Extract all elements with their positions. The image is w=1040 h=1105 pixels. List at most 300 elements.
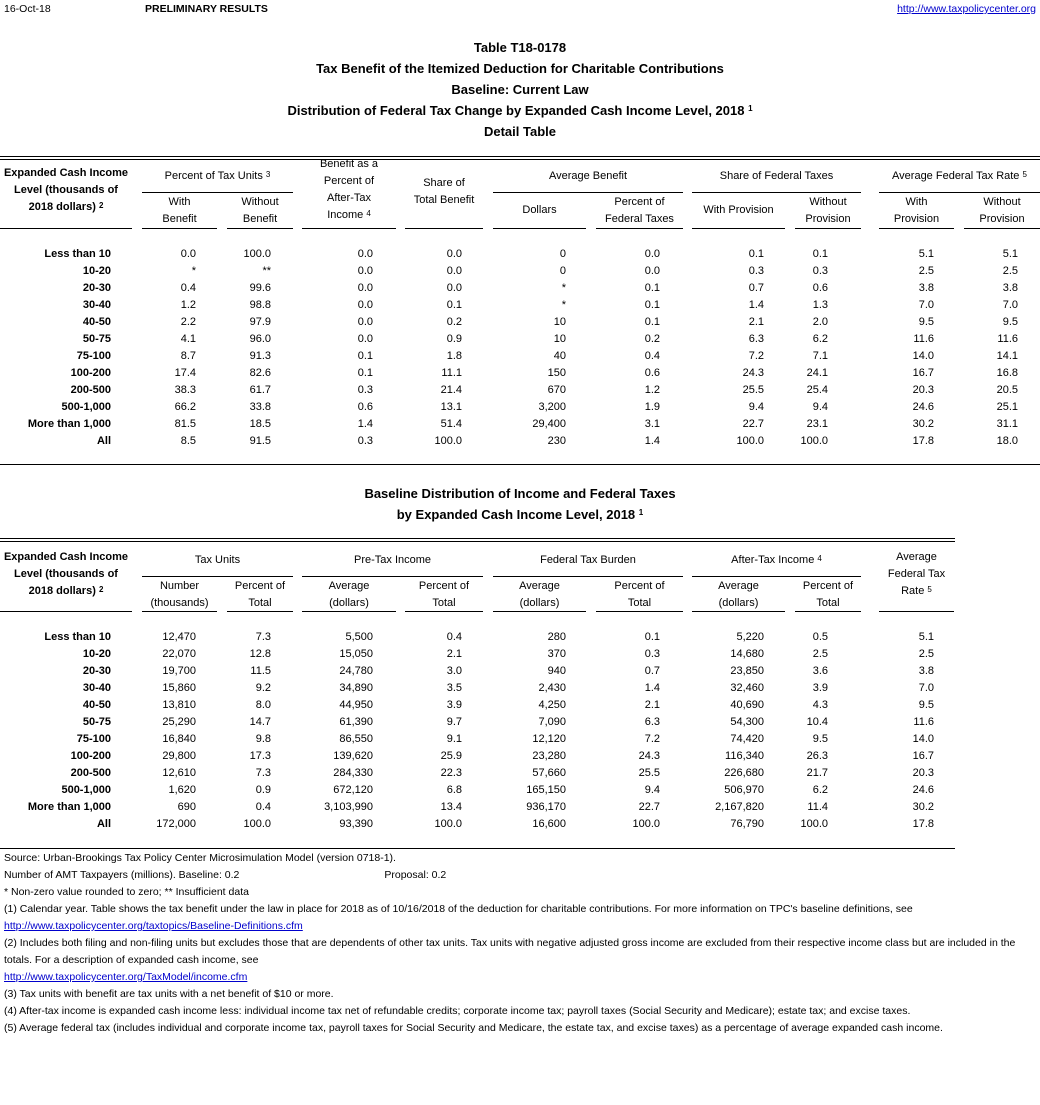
table-cell: 0.6: [812, 282, 828, 294]
row-label: More than 1,000: [27, 801, 111, 813]
pct-fed-taxes-header: Percent of Federal Taxes: [605, 196, 674, 225]
table-cell: 100.0: [736, 435, 764, 447]
table-cell: 7.0: [1002, 299, 1018, 311]
table-cell: 14.7: [249, 716, 271, 728]
table-cell: 3.8: [1002, 282, 1018, 294]
row-label: 200-500: [70, 767, 111, 779]
table-cell: 3.5: [446, 682, 462, 694]
table-cell: 940: [547, 665, 566, 677]
table-cell: 0.0: [357, 316, 373, 328]
table-cell: 25.9: [440, 750, 462, 762]
table-cell: 5,220: [736, 631, 764, 643]
avg-dollars-header-2: Average (dollars): [519, 580, 560, 609]
table-cell: 936,170: [526, 801, 566, 813]
table-cell: 18.0: [996, 435, 1018, 447]
table-cell: 23.1: [806, 418, 828, 430]
table-cell: 9.5: [812, 733, 828, 745]
without-benefit-header: Without Benefit: [241, 196, 279, 225]
table-cell: 17.8: [912, 818, 934, 830]
table-cell: 11.6: [997, 333, 1018, 345]
table-cell: 23,850: [730, 665, 764, 677]
table-cell: 9.4: [748, 401, 764, 413]
table-cell: 3.8: [918, 282, 934, 294]
table-cell: 96.0: [249, 333, 271, 345]
amt-note: Number of AMT Taxpayers (millions). Baseline: 0.2 Proposal: 0.2: [4, 869, 447, 881]
table-cell: 13.4: [440, 801, 462, 813]
table-cell: 7.0: [918, 682, 934, 694]
table-cell: 0.1: [644, 299, 660, 311]
table-cell: 0.0: [644, 248, 660, 260]
table-id: Table T18-0178: [473, 40, 567, 55]
row-label: Less than 10: [44, 631, 111, 643]
table-cell: 0.6: [357, 401, 373, 413]
row-label: 40-50: [82, 699, 111, 711]
row-label: All: [96, 435, 111, 447]
table-cell: 24.1: [806, 367, 828, 379]
table-cell: 32,460: [730, 682, 764, 694]
table-cell: 2.1: [446, 648, 462, 660]
tpc-link[interactable]: http://www.taxpolicycenter.org: [897, 3, 1036, 15]
table-cell: 3.6: [812, 665, 828, 677]
table-cell: 0.4: [446, 631, 462, 643]
without-provision-header: Without Provision: [805, 196, 851, 225]
table-cell: 165,150: [526, 784, 566, 796]
table-cell: 16.8: [996, 367, 1018, 379]
asterisk-note: * Non-zero value rounded to zero; ** Insufficient data: [4, 886, 249, 898]
table-cell: 1.3: [812, 299, 828, 311]
table-cell: 0.2: [446, 316, 462, 328]
table-cell: 2.5: [918, 265, 934, 277]
table-cell: 1.9: [644, 401, 660, 413]
table-cell: 20.5: [996, 384, 1018, 396]
table-cell: 672,120: [333, 784, 373, 796]
row-label: 20-30: [82, 282, 111, 294]
table2-top-border: [0, 538, 955, 542]
table-cell: 22,070: [162, 648, 196, 660]
table-cell: 25.5: [742, 384, 764, 396]
table-cell: 2.5: [918, 648, 934, 660]
dollars-header: Dollars: [522, 204, 557, 216]
row-label: 40-50: [82, 316, 111, 328]
table-cell: 3.0: [446, 665, 462, 677]
table-cell: 9.1: [446, 733, 462, 745]
row-label: 50-75: [82, 716, 111, 728]
table-cell: 0.0: [446, 265, 462, 277]
table-cell: 9.2: [255, 682, 271, 694]
table-cell: 38.3: [174, 384, 196, 396]
tax-units-header: Tax Units: [194, 554, 241, 566]
benefit-pct-ati-header: Benefit as a Percent of After-Tax Income $^4$: [319, 158, 379, 221]
table-cell: 226,680: [724, 767, 764, 779]
table-cell: *: [191, 265, 196, 277]
table-cell: 5.1: [918, 248, 934, 260]
table-cell: 0.1: [644, 282, 660, 294]
table-cell: 74,420: [730, 733, 764, 745]
table-cell: 100.0: [243, 248, 271, 260]
table-cell: 0.0: [357, 248, 373, 260]
table-cell: 6.2: [812, 784, 828, 796]
row-label: 100-200: [70, 367, 111, 379]
table-cell: 150: [547, 367, 566, 379]
row-label: 75-100: [76, 733, 111, 745]
table-cell: 10: [553, 316, 566, 328]
row-label: 30-40: [82, 682, 111, 694]
detail-title: Detail Table: [483, 124, 556, 139]
table-cell: 97.9: [249, 316, 271, 328]
table-cell: 1.2: [644, 384, 660, 396]
table-cell: 33.8: [249, 401, 271, 413]
footnote-2: (2) Includes both filing and non-filing units but excludes those that are dependents of other tax units. Tax units with negative adjusted gross income are excluded from their respective income class but are included in the totals. For a description of expanded cash income, see: [4, 937, 1016, 966]
table-cell: 9.5: [918, 316, 934, 328]
table-cell: 100.0: [632, 818, 660, 830]
table-cell: 29,800: [162, 750, 196, 762]
table-cell: 2.5: [812, 648, 828, 660]
table-cell: 5,500: [345, 631, 373, 643]
table-cell: 1.4: [644, 435, 660, 447]
table-cell: 0.0: [357, 333, 373, 345]
table-cell: 0.1: [812, 248, 828, 260]
number-header: Number (thousands): [150, 580, 209, 609]
fed-tax-burden-header: Federal Tax Burden: [540, 554, 636, 566]
pct-total-header-4: Percent of Total: [802, 580, 854, 609]
avg-benefit-header: Average Benefit: [548, 170, 628, 182]
table-cell: 24.6: [912, 401, 934, 413]
table-cell: 16.7: [912, 750, 934, 762]
table-cell: 3.8: [918, 665, 934, 677]
income-level-header-2: Expanded Cash Income Level (thousands of 2018 dollars) $^2$: [3, 551, 129, 597]
table-cell: 61.7: [249, 384, 271, 396]
table-cell: 76,790: [730, 818, 764, 830]
table-cell: 17.3: [249, 750, 271, 762]
table-cell: 1.2: [180, 299, 196, 311]
table-cell: 2.1: [748, 316, 764, 328]
table-cell: 22.7: [638, 801, 660, 813]
table-cell: 4,250: [538, 699, 566, 711]
table-cell: 2.2: [180, 316, 196, 328]
table-cell: 8.7: [180, 350, 196, 362]
row-label: 500-1,000: [61, 784, 111, 796]
table-cell: 20.3: [912, 767, 934, 779]
table-cell: 0.1: [446, 299, 462, 311]
table-cell: 61,390: [339, 716, 373, 728]
table-cell: 0.3: [812, 265, 828, 277]
table-cell: 23,280: [532, 750, 566, 762]
table-cell: 11.1: [441, 367, 462, 379]
table-cell: 6.3: [748, 333, 764, 345]
avg-dollars-header-1: Average (dollars): [328, 580, 370, 609]
distribution-title: Distribution of Federal Tax Change by Expanded Cash Income Level, 2018 $^1$: [287, 103, 753, 118]
page-header: [0, 3, 1040, 19]
footnotes: [4, 850, 1036, 1037]
table-cell: 139,620: [333, 750, 373, 762]
table-cell: 26.3: [806, 750, 828, 762]
table-cell: 98.8: [249, 299, 271, 311]
table-cell: 2.1: [644, 699, 660, 711]
report-date: 16-Oct-18: [4, 3, 51, 15]
table-cell: 57,660: [532, 767, 566, 779]
footnote-5: (5) Average federal tax (includes individual and corporate income tax, payroll taxes for Social Security and Medicare, the estate tax, and excise taxes) as a percentage of average expanded cash income.: [4, 1022, 943, 1034]
table-cell: 20.3: [912, 384, 934, 396]
table-cell: 2.5: [1002, 265, 1018, 277]
table-cell: 7.3: [255, 767, 271, 779]
table-cell: 690: [177, 801, 196, 813]
table-cell: 0.9: [255, 784, 271, 796]
table-cell: 116,340: [725, 750, 764, 762]
table-cell: 82.6: [249, 367, 271, 379]
table-cell: 5.1: [1002, 248, 1018, 260]
footnote-1: (1) Calendar year. Table shows the tax benefit under the law in place for 2018 as of 10/16/2018 of the deduction for charitable contributions. For more information on TPC's baseline definitions, see: [4, 903, 913, 915]
table-cell: 100.0: [243, 818, 271, 830]
with-provision-header: With Provision: [703, 204, 774, 216]
table-cell: 21.4: [440, 384, 462, 396]
table-cell: 3.9: [812, 682, 828, 694]
table-cell: 2,167,820: [715, 801, 764, 813]
table-cell: 100.0: [434, 818, 462, 830]
footnote-4: (4) After-tax income is expanded cash income less: individual income tax net of refundable credits; corporate income tax; payroll taxes (Social Security and Medicare); estate tax; and excise taxes.: [4, 1005, 911, 1017]
table-cell: 0.2: [644, 333, 660, 345]
table-cell: 9.8: [255, 733, 271, 745]
table-cell: 16.7: [912, 367, 934, 379]
footnote-3: (3) Tax units with benefit are tax units with a net benefit of $10 or more.: [4, 988, 334, 1000]
row-label: 10-20: [82, 265, 111, 277]
table-cell: 16,840: [162, 733, 196, 745]
row-label: 500-1,000: [61, 401, 111, 413]
table-cell: 81.5: [174, 418, 196, 430]
table-cell: 506,970: [724, 784, 764, 796]
income-level-header: Expanded Cash Income Level (thousands of 2018 dollars) $^2$: [3, 167, 129, 213]
table-cell: 19,700: [162, 665, 196, 677]
table-cell: 54,300: [730, 716, 764, 728]
table-cell: 15,050: [339, 648, 373, 660]
table-cell: 21.7: [806, 767, 828, 779]
table-cell: 7.0: [918, 299, 934, 311]
table-cell: 670: [547, 384, 566, 396]
table-cell: 9.5: [918, 699, 934, 711]
table-cell: 91.5: [249, 435, 271, 447]
table-cell: 1.4: [644, 682, 660, 694]
table-cell: 40: [553, 350, 566, 362]
table-cell: *: [561, 282, 566, 294]
table-cell: 0.0: [446, 282, 462, 294]
row-label: Less than 10: [44, 248, 111, 260]
table-cell: 0.1: [644, 631, 660, 643]
table-cell: 4.3: [812, 699, 828, 711]
table-cell: 24.3: [742, 367, 764, 379]
table-cell: 9.5: [1002, 316, 1018, 328]
table-cell: 0.7: [748, 282, 764, 294]
table-cell: 6.2: [812, 333, 828, 345]
table-cell: 86,550: [339, 733, 373, 745]
table-cell: 12,610: [162, 767, 196, 779]
table-cell: 3.1: [644, 418, 660, 430]
baseline-section-title: Baseline Distribution of Income and Federal Taxes by Expanded Cash Income Level, 2018 $^1$: [364, 486, 676, 522]
table-cell: 8.5: [180, 435, 196, 447]
table-cell: 14.0: [912, 733, 934, 745]
table-cell: 0.4: [255, 801, 271, 813]
row-label: 20-30: [82, 665, 111, 677]
row-label: 10-20: [82, 648, 111, 660]
table-cell: 1.4: [357, 418, 373, 430]
table-cell: 14.1: [996, 350, 1018, 362]
table-cell: 29,400: [532, 418, 566, 430]
table-cell: 17.8: [912, 435, 934, 447]
table-cell: 7.2: [748, 350, 764, 362]
table-cell: 0: [559, 265, 566, 277]
table-cell: 7.1: [812, 350, 828, 362]
pretax-income-header: Pre-Tax Income: [353, 554, 432, 566]
table-cell: 1,620: [168, 784, 196, 796]
table-cell: 1.8: [446, 350, 462, 362]
row-label: More than 1,000: [27, 418, 111, 430]
table-title: Tax Benefit of the Itemized Deduction for Charitable Contributions: [316, 61, 724, 76]
table-titles: [0, 37, 1040, 142]
baseline-title: Baseline: Current Law: [451, 82, 589, 97]
table-cell: *: [561, 299, 566, 311]
table-cell: 0.6: [644, 367, 660, 379]
share-total-benefit-header: Share of Total Benefit: [413, 177, 475, 206]
table-cell: 0.0: [357, 282, 373, 294]
source-note: Source: Urban-Brookings Tax Policy Center Microsimulation Model (version 0718-1).: [4, 852, 396, 864]
with-benefit-header: With Benefit: [162, 196, 197, 225]
table-cell: 284,330: [333, 767, 373, 779]
table-cell: 4.1: [180, 333, 196, 345]
table-cell: 44,950: [339, 699, 373, 711]
table-cell: 2.0: [812, 316, 828, 328]
row-label: 75-100: [76, 350, 111, 362]
table-cell: 0.0: [644, 265, 660, 277]
table-cell: 0.3: [748, 265, 764, 277]
table-cell: 3,103,990: [324, 801, 373, 813]
table-cell: 93,390: [339, 818, 373, 830]
table-cell: 280: [547, 631, 566, 643]
pct-total-header-3: Percent of Total: [614, 580, 665, 609]
status-label: PRELIMINARY RESULTS: [145, 3, 268, 15]
table-cell: 25.4: [806, 384, 828, 396]
table-cell: **: [262, 265, 271, 277]
table-cell: 0.0: [357, 265, 373, 277]
table-cell: 30.2: [912, 801, 934, 813]
row-label: 30-40: [82, 299, 111, 311]
table-cell: 25.1: [996, 401, 1018, 413]
table-cell: 13.1: [440, 401, 462, 413]
table-cell: 22.3: [440, 767, 462, 779]
table-cell: 24.3: [638, 750, 660, 762]
table-cell: 100.0: [800, 435, 828, 447]
table-cell: 12.8: [249, 648, 271, 660]
table-cell: 24,780: [339, 665, 373, 677]
table-cell: 17.4: [174, 367, 196, 379]
baseline-definitions-link[interactable]: http://www.taxpolicycenter.org/taxtopics/Baseline-Definitions.cfm: [4, 920, 303, 932]
table-cell: 9.7: [446, 716, 462, 728]
table-cell: 11.6: [913, 716, 934, 728]
table-cell: 6.3: [644, 716, 660, 728]
table-cell: 24.6: [912, 784, 934, 796]
table-cell: 0.3: [357, 384, 373, 396]
table-top-border: [0, 156, 1040, 160]
table-cell: 6.8: [446, 784, 462, 796]
table-cell: 0.4: [180, 282, 196, 294]
row-label: 50-75: [82, 333, 111, 345]
rate-without-provision-header: Without Provision: [979, 196, 1025, 225]
table-cell: 370: [547, 648, 566, 660]
table-cell: 22.7: [742, 418, 764, 430]
table-cell: 12,120: [532, 733, 566, 745]
table-bottom-border: [0, 464, 1040, 465]
table-cell: 0: [559, 248, 566, 260]
table-cell: 3.9: [446, 699, 462, 711]
avg-dollars-header-3: Average (dollars): [718, 580, 759, 609]
row-label: 100-200: [70, 750, 111, 762]
pct-tax-units-header: Percent of Tax Units $^3$: [164, 170, 271, 182]
table-cell: 30.2: [912, 418, 934, 430]
table-cell: 40,690: [730, 699, 764, 711]
table-cell: 51.4: [440, 418, 462, 430]
table-cell: 34,890: [339, 682, 373, 694]
pct-total-header-1: Percent of Total: [234, 580, 286, 609]
avg-fed-tax-rate-header-2: Average Federal Tax Rate $^5$: [887, 551, 946, 597]
table-cell: 7.3: [255, 631, 271, 643]
table-cell: 0.7: [644, 665, 660, 677]
table-cell: 66.2: [174, 401, 196, 413]
table-cell: 13,810: [162, 699, 196, 711]
income-definition-link[interactable]: http://www.taxpolicycenter.org/TaxModel/income.cfm: [4, 971, 248, 983]
table-cell: 12,470: [162, 631, 196, 643]
table-cell: 100.0: [434, 435, 462, 447]
table2-bottom-border: [0, 848, 955, 849]
table-cell: 16,600: [532, 818, 566, 830]
table-cell: 11.6: [913, 333, 934, 345]
table-cell: 18.5: [249, 418, 271, 430]
table-cell: 7.2: [644, 733, 660, 745]
rate-with-provision-header: With Provision: [893, 196, 940, 225]
table-cell: 0.4: [644, 350, 660, 362]
table-cell: 31.1: [996, 418, 1018, 430]
table-cell: 5.1: [918, 631, 934, 643]
table-cell: 230: [547, 435, 566, 447]
table-cell: 9.4: [644, 784, 660, 796]
table-cell: 15,860: [162, 682, 196, 694]
table-cell: 14.0: [912, 350, 934, 362]
table-cell: 0.3: [357, 435, 373, 447]
table-cell: 0.0: [180, 248, 196, 260]
table-cell: 11.4: [807, 801, 828, 813]
share-fed-taxes-header: Share of Federal Taxes: [719, 170, 834, 182]
table-cell: 0.1: [357, 350, 373, 362]
table-cell: 11.5: [250, 665, 271, 677]
table-cell: 0.3: [644, 648, 660, 660]
table-cell: 9.4: [812, 401, 828, 413]
table-cell: 91.3: [249, 350, 271, 362]
table-cell: 3,200: [538, 401, 566, 413]
table-cell: 8.0: [255, 699, 271, 711]
table-cell: 2,430: [538, 682, 566, 694]
table-cell: 0.9: [446, 333, 462, 345]
row-label: 200-500: [70, 384, 111, 396]
table-cell: 99.6: [249, 282, 271, 294]
table-cell: 100.0: [800, 818, 828, 830]
table-cell: 0.5: [812, 631, 828, 643]
table-cell: 0.0: [446, 248, 462, 260]
table-cell: 0.0: [357, 299, 373, 311]
table-cell: 14,680: [730, 648, 764, 660]
row-label: All: [96, 818, 111, 830]
table-cell: 25.5: [638, 767, 660, 779]
table-cell: 10: [553, 333, 566, 345]
table-cell: 172,000: [156, 818, 196, 830]
table-cell: 0.1: [357, 367, 373, 379]
table-cell: 0.1: [748, 248, 764, 260]
table-cell: 25,290: [162, 716, 196, 728]
